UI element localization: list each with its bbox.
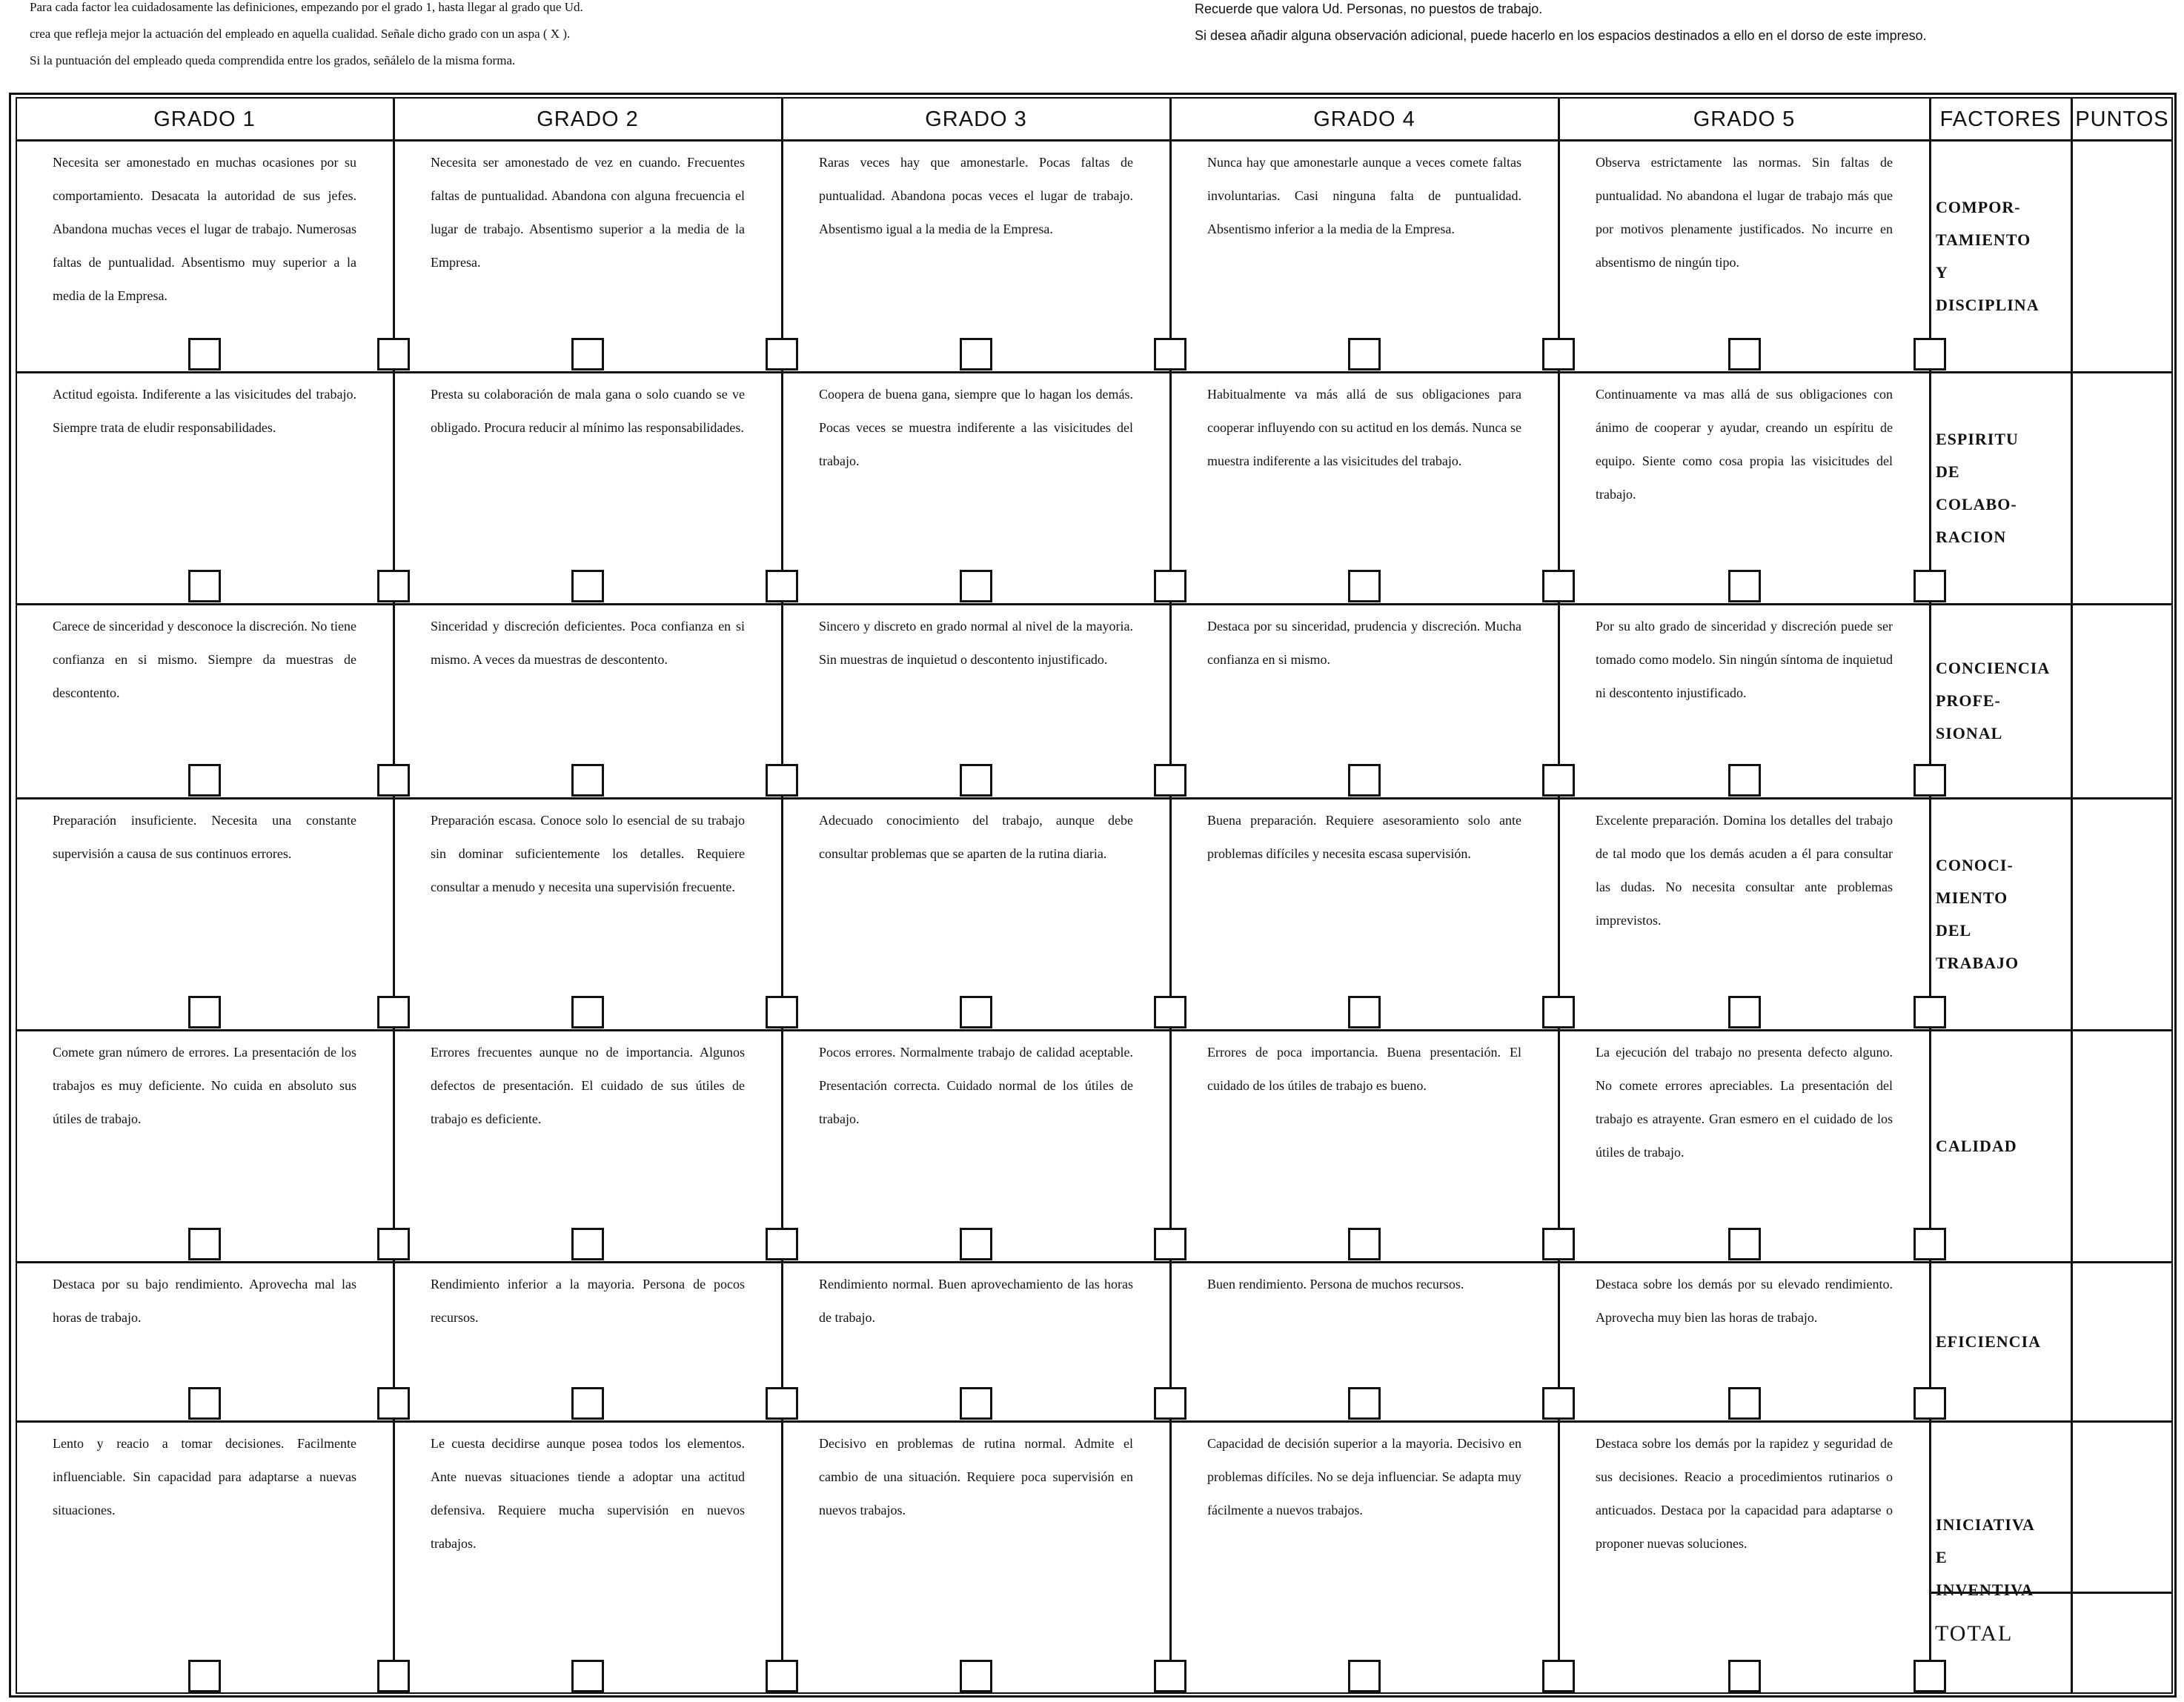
- grade-checkbox[interactable]: [766, 1228, 798, 1260]
- grade-checkbox[interactable]: [766, 1660, 798, 1692]
- grade-checkbox[interactable]: [960, 1660, 992, 1692]
- row-divider: [16, 139, 2173, 142]
- grade-description: Pocos errores. Normalmente trabajo de calidad aceptable. Presentación correcta. Cuidado normal de los útiles de trabajo.: [819, 1045, 1133, 1126]
- row-divider: [16, 1420, 2173, 1423]
- grade-checkbox[interactable]: [1154, 1387, 1186, 1420]
- grade-checkbox[interactable]: [960, 570, 992, 602]
- column-header: GRADO 4: [1313, 107, 1415, 131]
- grade-description: Por su alto grado de sinceridad y discreción puede ser tomado como modelo. Sin ningún síntoma de inquietud ni descontento injustificado.: [1596, 619, 1893, 700]
- grade-checkbox[interactable]: [1542, 1660, 1575, 1692]
- grade-checkbox[interactable]: [1542, 1387, 1575, 1420]
- grade-description: Observa estrictamente las normas. Sin faltas de puntualidad. No abandona el lugar de trabajo más que por motivos plenamente justificados. No incurre en absentismo de ningún tipo.: [1596, 155, 1893, 270]
- grade-description: Sincero y discreto en grado normal al nivel de la mayoria. Sin muestras de inquietud o descontento injustificado.: [819, 619, 1133, 667]
- factor-label-line: TAMIENTO: [1936, 230, 2031, 249]
- factor-label-line: Y: [1936, 262, 1948, 282]
- grade-checkbox[interactable]: [1542, 1228, 1575, 1260]
- column-divider: [393, 97, 395, 1694]
- grade-checkbox[interactable]: [1542, 338, 1575, 370]
- grade-checkbox[interactable]: [1728, 764, 1761, 797]
- instruction-line: crea que refleja mejor la actuación del empleado en aquella cualidad. Señale dicho grado con un aspa ( X ).: [30, 27, 571, 41]
- grade-description: Presta su colaboración de mala gana o solo cuando se ve obligado. Procura reducir al mínimo las responsabilidades.: [431, 387, 745, 435]
- grade-checkbox[interactable]: [1914, 338, 1946, 370]
- factor-label-line: COLABO-: [1936, 494, 2017, 513]
- factor-label-line: CALIDAD: [1936, 1136, 2017, 1155]
- grade-description: Continuamente va mas allá de sus obligaciones con ánimo de cooperar y ayudar, creando un espíritu de equipo. Siente como cosa propia las visicitudes del trabajo.: [1596, 387, 1893, 502]
- factor-label-line: RACION: [1936, 527, 2007, 546]
- factor-label: [1936, 423, 2065, 554]
- grade-description: Sinceridad y discreción deficientes. Poca confianza en si mismo. A veces da muestras de descontento.: [431, 619, 745, 667]
- grade-description: Adecuado conocimiento del trabajo, aunque debe consultar problemas que se aparten de la rutina diaria.: [819, 813, 1133, 861]
- grade-description: Lento y reacio a tomar decisiones. Facilmente influenciable. Sin capacidad para adaptarse a nuevas situaciones.: [53, 1436, 356, 1517]
- grade-checkbox[interactable]: [377, 338, 410, 370]
- grade-checkbox[interactable]: [1728, 1228, 1761, 1260]
- column-divider: [781, 97, 783, 1694]
- grade-checkbox[interactable]: [1542, 570, 1575, 602]
- instruction-line: Para cada factor lea cuidadosamente las definiciones, empezando por el grado 1, hasta llegar al grado que Ud.: [30, 0, 583, 14]
- grade-checkbox[interactable]: [571, 338, 604, 370]
- factor-label-line: DEL: [1936, 920, 1972, 940]
- grade-checkbox[interactable]: [1914, 996, 1946, 1028]
- grade-checkbox[interactable]: [1348, 996, 1381, 1028]
- column-header: GRADO 1: [153, 107, 256, 131]
- grade-checkbox[interactable]: [1154, 996, 1186, 1028]
- grade-checkbox[interactable]: [766, 1387, 798, 1420]
- grade-checkbox[interactable]: [571, 570, 604, 602]
- grade-checkbox[interactable]: [1348, 764, 1381, 797]
- grade-checkbox[interactable]: [1348, 1660, 1381, 1692]
- grade-checkbox[interactable]: [1914, 1660, 1946, 1692]
- grade-checkbox[interactable]: [1914, 1228, 1946, 1260]
- grade-description: Preparación escasa. Conoce solo lo esencial de su trabajo sin dominar suficientemente los detalles. Requiere consultar a menudo y necesita una supervisión frecuente.: [431, 813, 745, 894]
- grade-checkbox[interactable]: [1728, 996, 1761, 1028]
- grade-checkbox[interactable]: [571, 1387, 604, 1420]
- row-divider: [16, 797, 2173, 800]
- grade-description: Decisivo en problemas de rutina normal. Admite el cambio de una situación. Requiere poca supervisión en nuevos trabajos.: [819, 1436, 1133, 1517]
- grade-checkbox[interactable]: [960, 338, 992, 370]
- factor-label-line: INVENTIVA: [1936, 1580, 2034, 1599]
- factor-label-line: COMPOR-: [1936, 197, 2021, 216]
- grade-checkbox[interactable]: [1348, 570, 1381, 602]
- column-header: GRADO 5: [1693, 107, 1796, 131]
- instruction-line: Si desea añadir alguna observación adicional, puede hacerlo en los espacios destinados a ello en el dorso de este impreso.: [1195, 28, 1927, 43]
- grade-checkbox[interactable]: [1348, 1387, 1381, 1420]
- grade-description: Buena preparación. Requiere asesoramiento solo ante problemas difíciles y necesita escasa supervisión.: [1207, 813, 1521, 861]
- factor-label-line: EFICIENCIA: [1936, 1332, 2042, 1351]
- factor-label-line: INICIATIVA: [1936, 1515, 2035, 1534]
- grade-checkbox[interactable]: [1154, 570, 1186, 602]
- instruction-line: Si la puntuación del empleado queda comprendida entre los grados, señálelo de la misma forma.: [30, 53, 516, 67]
- grade-description: Habitualmente va más allá de sus obligaciones para cooperar influyendo con su actitud en los demás. Nunca se muestra indiferente a las visicitudes del trabajo.: [1207, 387, 1521, 468]
- grade-checkbox[interactable]: [960, 1228, 992, 1260]
- grade-checkbox[interactable]: [1914, 764, 1946, 797]
- grade-checkbox[interactable]: [571, 996, 604, 1028]
- grade-description: Destaca por su sinceridad, prudencia y discreción. Mucha confianza en si mismo.: [1207, 619, 1521, 667]
- grade-checkbox[interactable]: [1728, 570, 1761, 602]
- grade-description: Errores frecuentes aunque no de importancia. Algunos defectos de presentación. El cuidado de sus útiles de trabajo es deficiente.: [431, 1045, 745, 1126]
- grade-description: Preparación insuficiente. Necesita una constante supervisión a causa de sus continuos errores.: [53, 813, 356, 861]
- factor-label-line: SIONAL: [1936, 724, 2003, 742]
- grade-description: Nunca hay que amonestarle aunque a veces comete faltas involuntarias. Casi ninguna falta de puntualidad. Absentismo inferior a la media de la Empresa.: [1207, 155, 1521, 236]
- grade-checkbox[interactable]: [188, 1660, 221, 1692]
- grade-description: Necesita ser amonestado de vez en cuando. Frecuentes faltas de puntualidad. Abandona con alguna frecuencia el lugar de trabajo. Absentismo superior a la media de la Empresa.: [431, 155, 745, 270]
- grade-checkbox[interactable]: [188, 764, 221, 797]
- grade-checkbox[interactable]: [571, 1228, 604, 1260]
- grade-checkbox[interactable]: [188, 1387, 221, 1420]
- grade-checkbox[interactable]: [188, 1228, 221, 1260]
- grade-description: Errores de poca importancia. Buena presentación. El cuidado de los útiles de trabajo es bueno.: [1207, 1045, 1521, 1093]
- factor-label-line: MIENTO: [1936, 888, 2008, 907]
- grade-description: Necesita ser amonestado en muchas ocasiones por su comportamiento. Desacata la autoridad de sus jefes. Abandona muchas veces el lugar de trabajo. Numerosas faltas de puntualidad. Absentismo muy superior a la media de la Empresa.: [53, 155, 356, 303]
- grade-checkbox[interactable]: [766, 570, 798, 602]
- factor-label: [1936, 652, 2065, 750]
- grade-checkbox[interactable]: [377, 570, 410, 602]
- factor-label-line: ESPIRITU: [1936, 429, 2019, 448]
- column-header: FACTORES: [1939, 107, 2062, 131]
- instruction-line: Recuerde que valora Ud. Personas, no puestos de trabajo.: [1195, 1, 1543, 16]
- grade-description: Coopera de buena gana, siempre que lo hagan los demás. Pocas veces se muestra indiferente a las visicitudes del trabajo.: [819, 387, 1133, 468]
- column-divider: [1929, 97, 1931, 1694]
- grade-checkbox[interactable]: [188, 570, 221, 602]
- column-header: GRADO 2: [537, 107, 639, 131]
- grade-checkbox[interactable]: [960, 1387, 992, 1420]
- column-divider: [1558, 97, 1560, 1694]
- instructions-left: [30, 0, 583, 74]
- grade-checkbox[interactable]: [1154, 1660, 1186, 1692]
- grade-checkbox[interactable]: [1154, 1228, 1186, 1260]
- grade-checkbox[interactable]: [960, 764, 992, 797]
- grade-checkbox[interactable]: [1914, 570, 1946, 602]
- factor-label: [1936, 1509, 2065, 1606]
- factor-label-line: CONCIENCIA: [1936, 659, 2051, 677]
- row-divider: [16, 1029, 2173, 1031]
- grade-checkbox[interactable]: [766, 996, 798, 1028]
- factor-label: [1936, 849, 2065, 980]
- grade-description: Rendimiento normal. Buen aprovechamiento de las horas de trabajo.: [819, 1277, 1133, 1325]
- column-header: GRADO 3: [925, 107, 1027, 131]
- grade-description: Actitud egoista. Indiferente a las visicitudes del trabajo. Siempre trata de eludir responsabilidades.: [53, 387, 356, 435]
- grade-checkbox[interactable]: [571, 764, 604, 797]
- grade-checkbox[interactable]: [1348, 338, 1381, 370]
- grade-checkbox[interactable]: [188, 338, 221, 370]
- factor-label-line: PROFE-: [1936, 691, 2001, 710]
- factor-label-line: TRABAJO: [1936, 953, 2019, 972]
- grade-description: Raras veces hay que amonestarle. Pocas faltas de puntualidad. Abandona pocas veces el lugar de trabajo. Absentismo igual a la media de la Empresa.: [819, 155, 1133, 236]
- grade-description: Carece de sinceridad y desconoce la discreción. No tiene confianza en si mismo. Siempre da muestras de descontento.: [53, 619, 356, 700]
- column-divider: [2071, 97, 2073, 1694]
- grade-checkbox[interactable]: [960, 996, 992, 1028]
- grade-checkbox[interactable]: [1728, 1660, 1761, 1692]
- factor-label-line: DE: [1936, 462, 1960, 481]
- instructions-right: [1195, 0, 1927, 49]
- grade-description: Excelente preparación. Domina los detalles del trabajo de tal modo que los demás acuden a él para consultar las dudas. No necesita consultar ante problemas imprevistos.: [1596, 813, 1893, 928]
- grade-checkbox[interactable]: [1542, 996, 1575, 1028]
- grade-checkbox[interactable]: [377, 1387, 410, 1420]
- factor-label-line: CONOCI-: [1936, 855, 2014, 874]
- grade-checkbox[interactable]: [377, 996, 410, 1028]
- factor-label: [1936, 1326, 2065, 1358]
- column-header: PUNTOS: [2075, 107, 2169, 131]
- factor-label-line: DISCIPLINA: [1936, 295, 2039, 314]
- grade-description: Le cuesta decidirse aunque posea todos los elementos. Ante nuevas situaciones tiende a adoptar una actitud defensiva. Requiere mucha supervisión en nuevos trabajos.: [431, 1436, 745, 1551]
- grade-description: Destaca por su bajo rendimiento. Aprovecha mal las horas de trabajo.: [53, 1277, 356, 1325]
- grade-checkbox[interactable]: [766, 764, 798, 797]
- grade-checkbox[interactable]: [1154, 764, 1186, 797]
- grade-description: Rendimiento inferior a la mayoria. Persona de pocos recursos.: [431, 1277, 745, 1325]
- grade-checkbox[interactable]: [1348, 1228, 1381, 1260]
- grade-checkbox[interactable]: [1728, 338, 1761, 370]
- grade-checkbox[interactable]: [377, 1660, 410, 1692]
- factor-label: [1936, 1130, 2065, 1163]
- row-divider: [16, 1261, 2173, 1263]
- grade-checkbox[interactable]: [1914, 1387, 1946, 1420]
- factor-label-line: E: [1936, 1548, 1948, 1566]
- grade-description: Comete gran número de errores. La presentación de los trabajos es muy deficiente. No cuida en absoluto sus útiles de trabajo.: [53, 1045, 356, 1126]
- grade-checkbox[interactable]: [1154, 338, 1186, 370]
- grade-description: La ejecución del trabajo no presenta defecto alguno. No comete errores apreciables. La presentación del trabajo es atrayente. Gran esmero en el cuidado de los útiles de trabajo.: [1596, 1045, 1893, 1160]
- grade-description: Destaca sobre los demás por su elevado rendimiento. Aprovecha muy bien las horas de trabajo.: [1596, 1277, 1893, 1325]
- grade-checkbox[interactable]: [188, 996, 221, 1028]
- grade-checkbox[interactable]: [377, 1228, 410, 1260]
- row-divider: [16, 371, 2173, 373]
- grade-checkbox[interactable]: [377, 764, 410, 797]
- column-divider: [1169, 97, 1172, 1694]
- grade-checkbox[interactable]: [571, 1660, 604, 1692]
- grade-checkbox[interactable]: [1542, 764, 1575, 797]
- grade-description: Capacidad de decisión superior a la mayoria. Decisivo en problemas difíciles. No se deja influenciar. Se adapta muy fácilmente a nuevos trabajos.: [1207, 1436, 1521, 1517]
- grade-checkbox[interactable]: [1728, 1387, 1761, 1420]
- grade-description: Destaca sobre los demás por la rapidez y seguridad de sus decisiones. Reacio a procedimientos rutinarios o anticuados. Destaca por la capacidad para adaptarse o proponer nuevas soluciones.: [1596, 1436, 1893, 1551]
- factor-label: [1936, 191, 2065, 322]
- grade-description: Buen rendimiento. Persona de muchos recursos.: [1207, 1277, 1464, 1292]
- grade-checkbox[interactable]: [766, 338, 798, 370]
- total-label: TOTAL: [1935, 1621, 2014, 1646]
- row-divider: [16, 603, 2173, 605]
